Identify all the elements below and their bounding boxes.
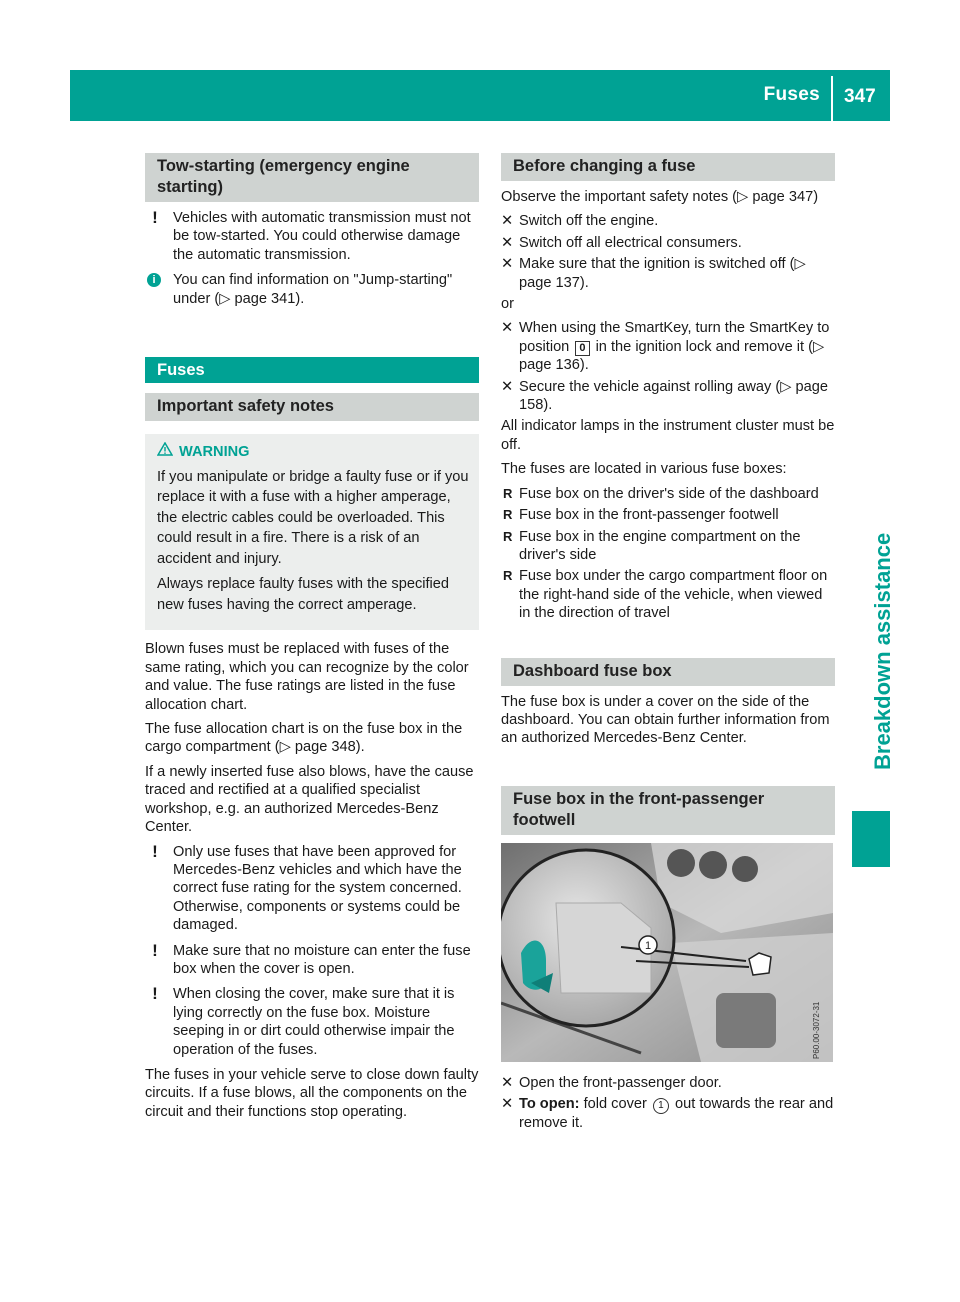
caution-note bbox=[145, 209, 479, 264]
fuses-section-heading: Fuses bbox=[145, 357, 479, 383]
step-text: Open the front-passenger door. bbox=[519, 1074, 722, 1091]
bullet-icon: R bbox=[503, 528, 513, 544]
footwell-fuse-box-heading: Fuse box in the front-passenger footwell bbox=[501, 786, 835, 835]
info-note bbox=[145, 271, 479, 308]
list-item bbox=[501, 567, 835, 622]
list-item bbox=[501, 506, 835, 524]
step-arrow-icon: ✕ bbox=[501, 320, 514, 337]
step-text: Switch off the engine. bbox=[519, 213, 659, 230]
exclamation-icon: ! bbox=[152, 984, 158, 1004]
warning-triangle-icon bbox=[157, 442, 179, 463]
instruction-step bbox=[501, 212, 835, 230]
header-divider bbox=[831, 76, 833, 121]
photo-code: P60.00-3072-31 bbox=[812, 1001, 821, 1059]
instruction-step bbox=[501, 378, 835, 415]
bullet-icon: R bbox=[503, 485, 513, 501]
instruction-step bbox=[501, 234, 835, 252]
caution-note bbox=[145, 843, 479, 935]
warning-text: If you manipulate or bridge a faulty fuse or if you replace it with a fuse with a higher amperage, the electric cables could be overloaded. This could result in a fire. There is a risk of an accident and injury. bbox=[157, 468, 469, 567]
ignition-position-key: 0 bbox=[575, 341, 589, 356]
instruction-step bbox=[501, 1074, 835, 1092]
note-text: When closing the cover, make sure that it is lying correctly on the fuse box. Moisture seeping in or dirt could otherwise impair the operation of the fuses. bbox=[173, 986, 455, 1058]
info-icon: i bbox=[147, 273, 161, 287]
body-paragraph: All indicator lamps in the instrument cluster must be off. bbox=[501, 418, 835, 453]
exclamation-icon: ! bbox=[152, 841, 158, 861]
exclamation-icon: ! bbox=[152, 208, 158, 227]
step-arrow-icon: ✕ bbox=[501, 378, 514, 395]
footwell-fuse-box-photo bbox=[501, 843, 833, 1062]
step-text: Switch off all electrical consumers. bbox=[519, 234, 742, 251]
safety-notes-heading: Important safety notes bbox=[145, 393, 479, 421]
page-section-title: Fuses bbox=[763, 84, 820, 105]
tow-starting-heading: Tow-starting (emergency engine starting) bbox=[145, 153, 479, 202]
step-text: in the ignition lock and remove it (▷ page 136). bbox=[519, 338, 825, 374]
caution-note bbox=[145, 942, 479, 979]
exclamation-icon: ! bbox=[152, 940, 158, 960]
page-number: 347 bbox=[844, 86, 876, 107]
step-label: To open: bbox=[519, 1096, 580, 1113]
note-text: You can find information on "Jump-starting" under (▷ page 341). bbox=[173, 272, 453, 307]
body-paragraph: Blown fuses must be replaced with fuses of the same rating, which you can recognize by the color and value. The fuse ratings are listed in the fuse allocation chart. bbox=[145, 641, 469, 713]
note-text: Only use fuses that have been approved for Mercedes-Benz vehicles and which have the correct fuse rating for the system concerned. Otherwise, components or systems could be damaged. bbox=[173, 843, 462, 934]
instruction-step bbox=[501, 319, 835, 374]
step-text: out towards the rear and remove it. bbox=[519, 1096, 834, 1132]
instruction-step bbox=[501, 255, 835, 292]
warning-box bbox=[145, 434, 479, 630]
body-paragraph: The fuse box is under a cover on the side of the dashboard. You can obtain further information from an authorized Mercedes-Benz Center. bbox=[501, 693, 830, 747]
caution-note bbox=[145, 985, 479, 1059]
right-column bbox=[501, 153, 835, 1136]
bullet-icon: R bbox=[503, 507, 513, 523]
body-paragraph: The fuses in your vehicle serve to close down faulty circuits. If a fuse blows, all the components on the circuit and their functions stop operating. bbox=[145, 1066, 479, 1120]
body-paragraph: Observe the important safety notes (▷ page 347) bbox=[501, 189, 819, 205]
list-item bbox=[501, 528, 835, 565]
warning-label: WARNING bbox=[179, 444, 250, 461]
body-paragraph: The fuses are located in various fuse boxes: bbox=[501, 461, 787, 478]
photo-callout-1: 1 bbox=[644, 939, 652, 952]
body-paragraph: If a newly inserted fuse also blows, have the cause traced and rectified at a qualified specialist workshop, e.g. an authorized Mercedes-Benz Center. bbox=[145, 763, 474, 836]
step-arrow-icon: ✕ bbox=[501, 1096, 514, 1113]
step-arrow-icon: ✕ bbox=[501, 256, 514, 273]
list-item-text: Fuse box in the engine compartment on the driver's side bbox=[519, 528, 801, 563]
step-text: Secure the vehicle against rolling away (▷ page 158). bbox=[519, 378, 828, 414]
before-changing-heading: Before changing a fuse bbox=[501, 153, 835, 181]
step-arrow-icon: ✕ bbox=[501, 213, 514, 230]
list-item-text: Fuse box on the driver's side of the dashboard bbox=[519, 485, 819, 502]
step-text: When using the SmartKey, turn the SmartKey to position bbox=[519, 320, 830, 355]
side-tab-marker bbox=[852, 811, 890, 867]
list-item-text: Fuse box in the front-passenger footwell bbox=[519, 507, 779, 524]
warning-header bbox=[157, 442, 469, 463]
list-item-text: Fuse box under the cargo compartment floor on the right-hand side of the vehicle, when viewed in the direction of travel bbox=[519, 568, 828, 622]
list-item bbox=[501, 485, 835, 503]
callout-badge: 1 bbox=[653, 1098, 669, 1114]
note-text: Vehicles with automatic transmission must not be tow-started. You could otherwise damage the automatic transmission. bbox=[173, 210, 471, 263]
step-arrow-icon: ✕ bbox=[501, 1074, 514, 1091]
bullet-icon: R bbox=[503, 568, 513, 584]
body-paragraph: The fuse allocation chart is on the fuse box in the cargo compartment (▷ page 348). bbox=[145, 721, 463, 756]
body-paragraph: or bbox=[501, 296, 514, 313]
left-column bbox=[145, 153, 479, 1127]
note-text: Make sure that no moisture can enter the fuse box when the cover is open. bbox=[173, 942, 471, 977]
instruction-step bbox=[501, 1095, 835, 1132]
step-text: fold cover bbox=[583, 1096, 647, 1113]
warning-text: Always replace faulty fuses with the specified new fuses having the correct amperage. bbox=[157, 576, 450, 613]
dashboard-fuse-box-heading: Dashboard fuse box bbox=[501, 658, 835, 686]
side-chapter-tab: Breakdown assistance bbox=[870, 532, 895, 770]
step-arrow-icon: ✕ bbox=[501, 234, 514, 251]
step-text: Make sure that the ignition is switched off (▷ page 137). bbox=[519, 256, 806, 291]
